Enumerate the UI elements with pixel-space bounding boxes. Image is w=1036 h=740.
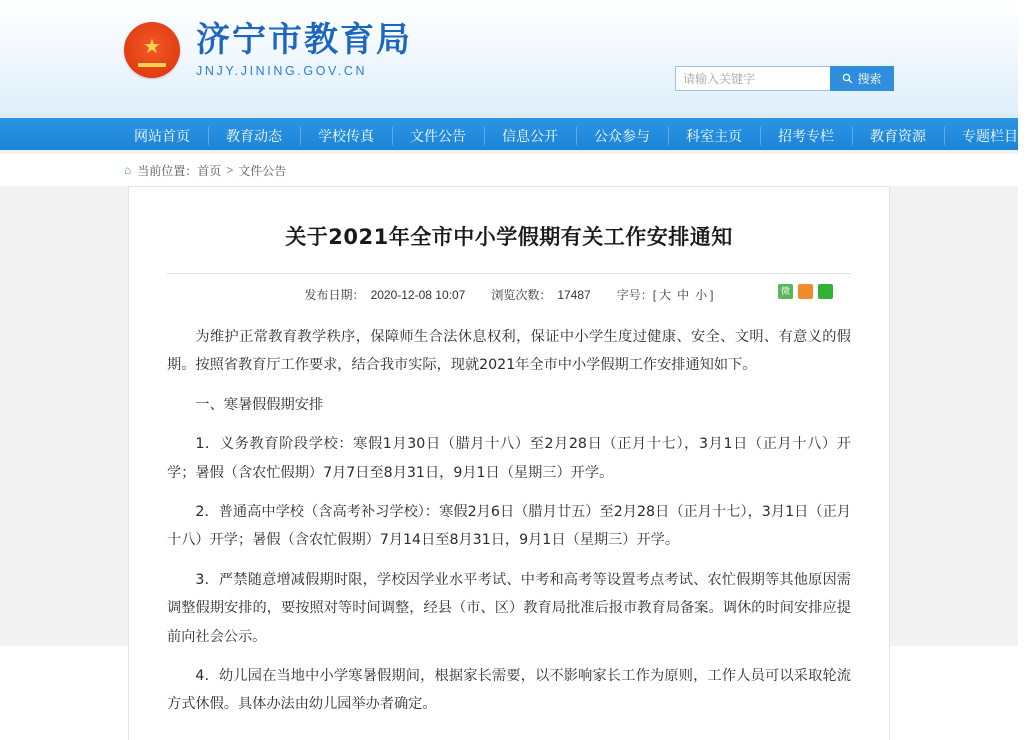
- article-paragraph-4: 3．严禁随意增减假期时限，学校因学业水平考试、中考和高考等设置考点考试、农忙假期等其他原因需调整假期安排的，要按照对等时间调整，经县（市、区）教育局批准后报市教育局备案。调休的时间安排应提前向社会公示。: [167, 571, 851, 645]
- share-rss-icon[interactable]: [798, 284, 813, 299]
- breadcrumb-link-home[interactable]: 首页: [197, 163, 222, 178]
- emblem-bar-icon: [138, 63, 166, 67]
- article-paragraph-1: 一、寒暑假假期安排: [195, 396, 324, 413]
- nav-item-0[interactable]: 网站首页: [134, 128, 190, 144]
- breadcrumb-separator: >: [226, 163, 234, 177]
- nav-item-5[interactable]: 公众参与: [576, 118, 668, 154]
- font-size-large[interactable]: 大: [659, 288, 672, 302]
- nav-item-7[interactable]: 招考专栏: [760, 118, 852, 154]
- view-count-label: 浏览次数：: [491, 288, 552, 302]
- share-icons: [778, 284, 833, 299]
- share-wechat-icon[interactable]: 微: [778, 284, 793, 299]
- font-size-label: 字号：[: [616, 288, 657, 302]
- search-input[interactable]: [675, 66, 830, 91]
- publish-date: [305, 286, 466, 303]
- site-logo[interactable]: [124, 22, 412, 78]
- font-size-medium[interactable]: 中: [677, 288, 690, 302]
- breadcrumb-prefix: 当前位置：: [137, 163, 198, 178]
- breadcrumb: [0, 154, 1018, 186]
- nav-item-6[interactable]: 科室主页: [668, 118, 760, 154]
- view-count: [491, 286, 590, 303]
- site-domain: JNJY.JINING.GOV.CN: [196, 63, 368, 78]
- article-paragraph-2: 1．义务教育阶段学校：寒假1月30日（腊月十八）至2月28日（正月十七），3月1日（正月十八）开学；暑假（含农忙假期）7月7日至8月31日，9月1日（星期三）开学。: [167, 436, 851, 481]
- article-card: [128, 186, 890, 740]
- nav-item-4[interactable]: 信息公开: [484, 118, 576, 154]
- nav-item-8[interactable]: 教育资源: [852, 118, 944, 154]
- breadcrumb-current[interactable]: 文件公告: [238, 163, 287, 178]
- font-size-close: ]: [710, 288, 714, 302]
- page-title: 关于2021年全市中小学假期有关工作安排通知: [285, 225, 733, 249]
- article-paragraph-0: 为维护正常教育教学秩序，保障师生合法休息权利，保证中小学生度过健康、安全、文明、有意义的假期。按照省教育厅工作要求，结合我市实际，现就2021年全市中小学假期工作安排通知如下。: [167, 329, 851, 374]
- share-print-icon[interactable]: [818, 284, 833, 299]
- search-button[interactable]: [830, 66, 894, 91]
- font-size-control: [617, 286, 714, 303]
- nav-item-9[interactable]: 专题栏目: [944, 118, 1036, 154]
- nav-item-1[interactable]: 教育动态: [208, 118, 300, 154]
- article-body: [167, 323, 851, 719]
- article-paragraph-3: 2．普通高中学校（含高考补习学校）：寒假2月6日（腊月廿五）至2月28日（正月十七），3月1日（正月十八）开学；暑假（含农忙假期）7月14日至8月31日，9月1日（星期三）开学。: [167, 504, 851, 549]
- view-count-value: 17487: [557, 288, 591, 302]
- publish-date-label: 发布日期：: [304, 288, 365, 302]
- search-button-label: 搜索: [857, 72, 882, 86]
- emblem-star-icon: ★: [143, 35, 161, 58]
- nav-item-3[interactable]: 文件公告: [392, 118, 484, 154]
- main-navigation: [0, 118, 1018, 154]
- font-size-small[interactable]: 小: [695, 288, 708, 302]
- nav-item-2[interactable]: 学校传真: [300, 118, 392, 154]
- site-title: 济宁市教育局: [196, 20, 412, 61]
- search-box[interactable]: [675, 66, 894, 91]
- publish-date-value: 2020-12-08 10:07: [370, 288, 466, 302]
- article-paragraph-5: 4．幼儿园在当地中小学寒暑假期间，根据家长需要，以不影响家长工作为原则，工作人员可以采取轮流方式休假。具体办法由幼儿园举办者确定。: [167, 668, 851, 713]
- home-icon: ⌂: [124, 163, 132, 177]
- site-header: [0, 0, 1018, 118]
- search-icon: [842, 73, 853, 84]
- national-emblem-icon: [124, 22, 180, 78]
- article-meta: [167, 273, 851, 303]
